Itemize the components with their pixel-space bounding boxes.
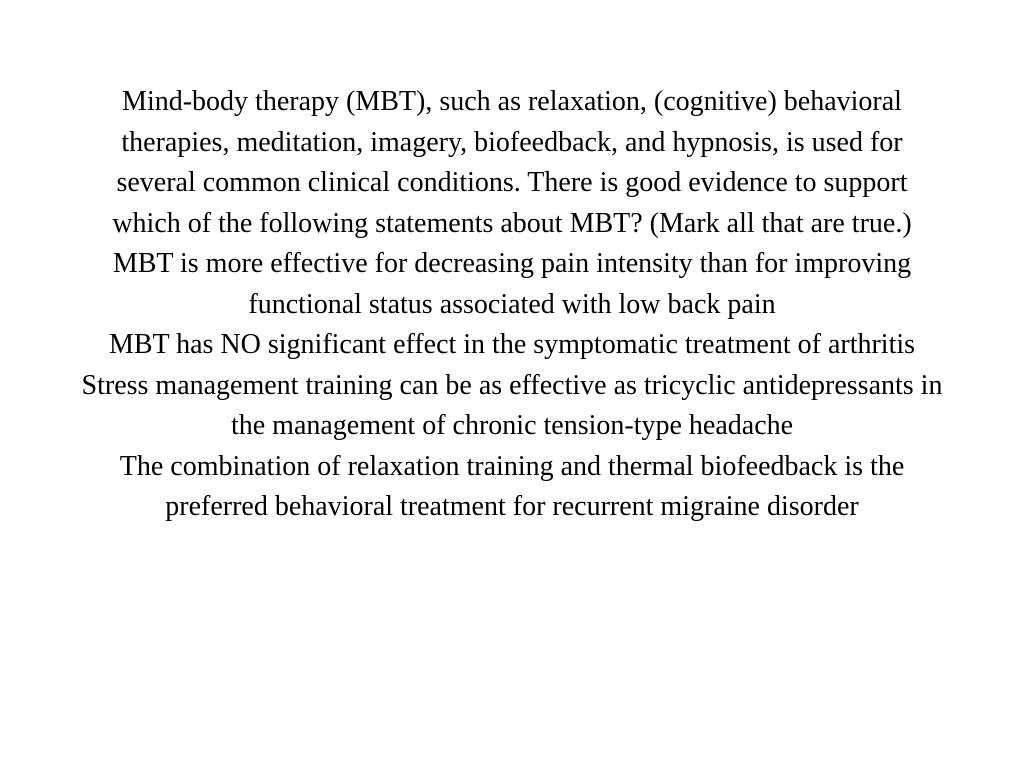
option-1-text: MBT is more effective for decreasing pain intensity than for improving functional status associated with low back pain bbox=[112, 248, 912, 320]
option-2-text: MBT has NO significant effect in the symptomatic treatment of arthritis bbox=[108, 329, 916, 360]
option-3-text: Stress management training can be as effective as tricyclic antidepressants in the management of chronic tension-type headache bbox=[81, 369, 943, 441]
option-4-text: The combination of relaxation training and thermal biofeedback is the preferred behavioral treatment for recurrent migraine disorder bbox=[119, 450, 905, 522]
question-text: Mind-body therapy (MBT), such as relaxation, (cognitive) behavioral therapies, meditation, imagery, biofeedback, and hypnosis, is used for several common clinical conditions. There is good evidence to support which of the following statements about MBT? (Mark all that are true.) bbox=[112, 86, 912, 239]
slide-body bbox=[80, 82, 944, 528]
